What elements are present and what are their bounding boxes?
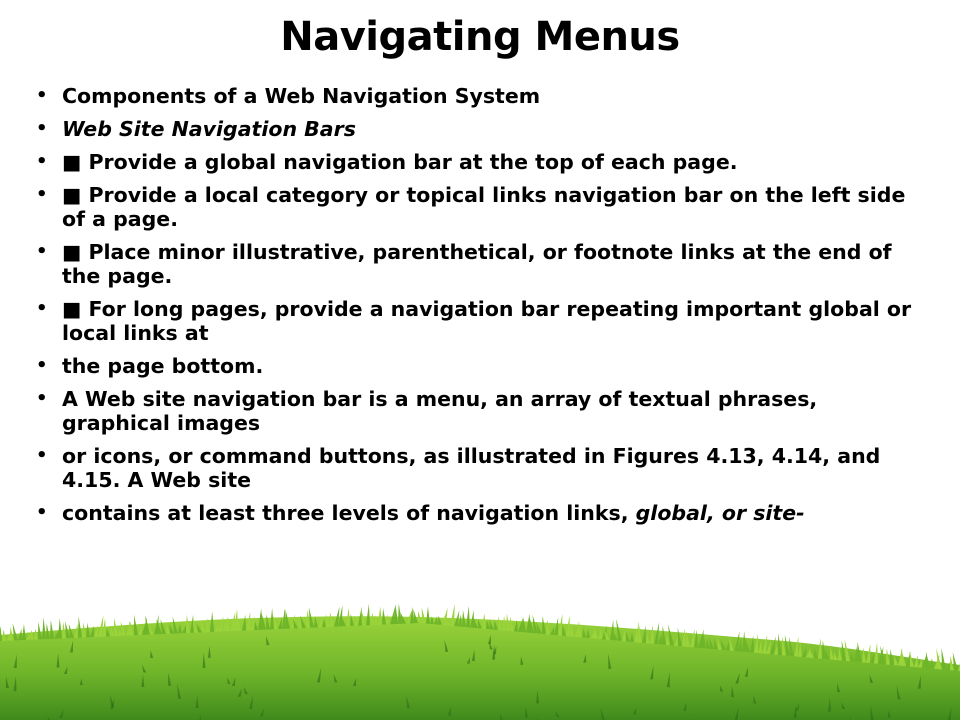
bullet-text: ■ Provide a global navigation bar at the top of each page. bbox=[62, 150, 738, 174]
grass-blade bbox=[382, 608, 386, 625]
grass-blade bbox=[462, 610, 466, 627]
bullet-item bbox=[36, 84, 926, 108]
bullet-marker: • bbox=[36, 298, 48, 319]
bullet-marker: • bbox=[36, 184, 48, 205]
bullet-text: Web Site Navigation Bars bbox=[62, 117, 356, 141]
bullet-text: the page bottom. bbox=[62, 354, 264, 378]
bullet-item bbox=[36, 501, 926, 525]
grass-blade bbox=[58, 618, 62, 638]
bullet-item bbox=[36, 444, 926, 492]
bullet-marker: • bbox=[36, 85, 48, 106]
bullet-marker: • bbox=[36, 241, 48, 262]
bullet-marker: • bbox=[36, 355, 48, 376]
bullet-text: ■ Provide a local category or topical links navigation bar on the left side of a page. bbox=[62, 183, 906, 231]
bullet-item bbox=[36, 117, 926, 141]
grass-hill-decoration bbox=[0, 595, 960, 720]
bullet-text: global, or site- bbox=[635, 501, 805, 525]
bullet-item bbox=[36, 150, 926, 174]
bullet-item bbox=[36, 240, 926, 288]
grass-blade bbox=[398, 603, 402, 623]
grass-blade bbox=[926, 651, 930, 668]
grass-blade bbox=[0, 626, 2, 641]
bullet-text: contains at least three levels of navigation links, bbox=[62, 501, 636, 525]
bullet-item bbox=[36, 183, 926, 231]
grass-blade bbox=[422, 607, 426, 623]
grass-blade bbox=[413, 609, 418, 623]
grass-blade bbox=[22, 624, 26, 640]
bullet-list bbox=[36, 84, 926, 534]
bullet-marker: • bbox=[36, 388, 48, 409]
bullet-text: ■ For long pages, provide a navigation bar repeating important global or local links at bbox=[62, 297, 912, 345]
bullet-text: ■ Place minor illustrative, parenthetical, or footnote links at the end of the page. bbox=[62, 240, 892, 288]
bullet-item bbox=[36, 354, 926, 378]
bullet-item bbox=[36, 297, 926, 345]
bullet-text: A Web site navigation bar is a menu, an array of textual phrases, graphical images bbox=[62, 387, 818, 435]
grass-blade bbox=[78, 616, 82, 637]
slide-title: Navigating Menus bbox=[280, 14, 680, 60]
bullet-marker: • bbox=[36, 118, 48, 139]
bullet-marker: • bbox=[36, 502, 48, 523]
grass-blade bbox=[466, 606, 470, 627]
grass-blade bbox=[38, 622, 42, 639]
bullet-marker: • bbox=[36, 151, 48, 172]
grass-blade bbox=[358, 607, 362, 626]
bullet-text: or icons, or command buttons, as illustrated in Figures 4.13, 4.14, and 4.15. A Web site bbox=[62, 444, 881, 492]
bullet-item bbox=[36, 387, 926, 435]
grass-blade bbox=[378, 606, 382, 624]
grass-blade bbox=[42, 617, 46, 639]
grass-blade bbox=[426, 606, 430, 623]
bullet-text: Components of a Web Navigation System bbox=[62, 84, 541, 108]
bullet-marker: • bbox=[36, 445, 48, 466]
grass-blade bbox=[941, 648, 946, 670]
grass-blade bbox=[366, 604, 370, 625]
grass-blade bbox=[50, 620, 54, 639]
